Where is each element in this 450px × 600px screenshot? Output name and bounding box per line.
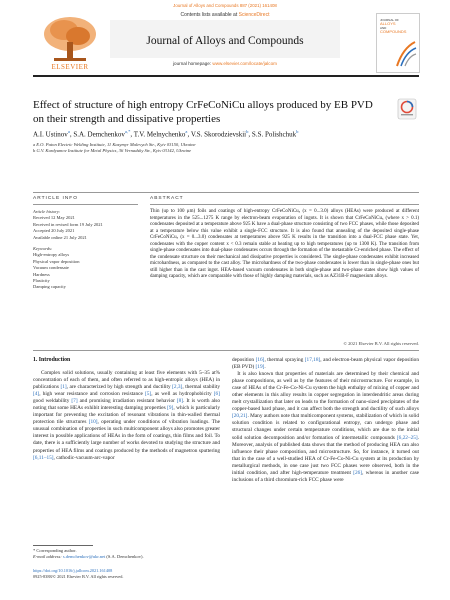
footnote: * Corresponding author. E-mail address: s.demchenkov@ukr.net (S.A. Demchenkov).	[33, 548, 144, 560]
body-text: . Many authors note that multicomponent systems, stabilization of which in solid solution condition is related to configurational entropy, can undergo phase and structural changes under certain temperature conditions, which are due to the initial solid solution decomposition and/or formation of intermetallic compounds	[232, 413, 421, 441]
body-text: , high wear resistance and corrosion resistance	[39, 391, 145, 398]
body-text: , and electron-beam physical vapor deposition (EB PVD)	[232, 357, 421, 371]
contents-prefix: Contents lists available at	[180, 12, 239, 18]
author-name[interactable]: S.A. Demchenkov	[73, 130, 125, 139]
citation-link[interactable]: [26]	[353, 469, 363, 476]
homepage-prefix: journal homepage:	[173, 61, 213, 66]
body-text: , cathodic-vacuum-arc-vapor	[53, 454, 115, 461]
affiliation: b G.V. Kurdyumov Institute for Metal Physics, 36 Vernadsky Str., Kyiv 03142, Ukraine	[33, 148, 192, 154]
body-column-right	[232, 357, 419, 484]
abstract-heading: ABSTRACT	[150, 196, 184, 201]
keyword: Plasticity	[33, 278, 50, 284]
section-rule	[150, 204, 419, 205]
article-history: Article history: Received 12 May 2021 Received in revised form 19 July 2021 Accepted 20 July 2021 Available online 21 July 2021 Keywords: High-entropy alloys Physical vapor deposition Vacuum condensate Hardness Plasticity Damping capacity	[33, 209, 138, 291]
contents-line	[110, 12, 340, 18]
article-info-heading: ARTICLE INFO	[33, 196, 78, 201]
body-text: , thermal spraying	[264, 357, 305, 363]
author-affiliation-mark: a	[185, 129, 188, 134]
check-for-updates-icon[interactable]	[397, 98, 417, 120]
citation-link[interactable]: [7]	[71, 398, 78, 405]
cover-title-line: JOURNAL OF	[380, 18, 399, 22]
citation-link[interactable]: [19]	[255, 364, 265, 371]
body-text: . It is also known that properties of materials are determined by their chemical and phase compositions, as well as by the features of their microstructure. For example, in case of HEAs of the Cr-Fe-Co-Ni-Cu system the high enthalpy of mixing of copper and other elements in this alloy results in copper segregation in interdendritic areas during melt crystallization that later on leads to the formation of nano-sized precipitates of the copper-based hard phase, and it can affect both the strength and ductility of such alloys	[232, 364, 419, 413]
citation-link[interactable]: [8]	[176, 398, 184, 405]
citation-link[interactable]: [6]	[213, 391, 220, 398]
abstract-copyright: © 2021 Elsevier B.V. All rights reserved.	[343, 341, 419, 346]
page-footer	[33, 568, 283, 580]
abstract-text: Thin (up to 100 μm) foils and coatings of high-entropy CrFeCoNiCuₓ (x = 0...3.0) alloys (HEAs) were produced at different temperatures in the 525...1275 K range by electron-beam evaporation of ingots. It is shown that CrFeCoNiCuₓ (where x > 0.1) condensates deposited at a temperature above 925 K have a dual-phase structure consisting of two FCC phases, while those deposited at a temperature below this value exhibit a single-FCC structure. It is also found that annealing of the deposited single-phase CrFeCoNiCuₓ (x = 0...3.0) condensates at temperatures above 925 K results in the transition into a dual-FCC phase state. Yet, condensates with the copper content x < 0.3 remain stable at heating up to high temperatures (up to 1300 K). The transition from single-phase condensates into dual-phase condensates occurs through the formation of the metastable Cr-enriched phase. The effect of the condensate structure on their mechanical and dissipative properties is considered. The single-phase condensates exhibit increased microhardness, as compared to the cast alloy. The microhardness of the two-phase condensates is lower than in single-phase ones but still higher than in the cast ingot. HEA-based vacuum condensates in both single-phase and two-phase states show high values of damping capacity, which are comparable with those of highly damping materials, such as AZ31B-F magnesium alloys.	[150, 209, 419, 280]
section-heading-introduction: 1. Introduction	[33, 357, 71, 363]
body-text: and promising irradiation resistant behavior	[77, 398, 177, 405]
citation-link[interactable]: [1]	[60, 384, 67, 391]
body-text: , which is particularly important for preventing the excitation of resonant vibrations in thin-walled thermal protection tile structures	[33, 405, 220, 426]
body-text: good weldability	[33, 398, 72, 405]
section-rule	[33, 204, 138, 205]
body-text: , thermal stability	[182, 384, 221, 391]
author-affiliation-mark: a,*	[124, 129, 131, 134]
citation-link[interactable]: [16]	[255, 357, 265, 363]
author-affiliation-mark: a	[67, 129, 70, 134]
author-list: A.I. Ustinov$^a$, S.A. Demchenkov$^{a,*}$, T.V. Melnychenko$^a$, V.S. Skorodzievskii$^b$, S.S. Polishchuk$^b$	[33, 129, 299, 139]
keyword: Damping capacity	[33, 284, 66, 290]
body-text: , operating under conditions of vibration loadings. The unusual combination of properties in such multicomponent alloys also promotes greater interest in possible applications of HEAs in the form of coatings, thin films and foil. To date, there is a sufficiently large number of works devoted to studying the structure and properties of HEA films and coatings produced by the methods of magnetron sputtering	[33, 419, 220, 454]
affiliation: a E.O. Paton Electric Welding Institute, 11 Kazymyr Malevych Str., Kyiv 03150, Ukraine	[33, 142, 196, 147]
cover-title-line: ALLOYS	[380, 21, 396, 26]
author-email-link[interactable]: s.demchenkov@ukr.net	[62, 554, 106, 560]
cover-graphic	[395, 38, 417, 68]
citation-link[interactable]: [6,11–15]	[33, 454, 54, 461]
affiliations	[33, 142, 419, 155]
body-column-left	[33, 370, 220, 462]
citation-link[interactable]: [9]	[167, 405, 174, 412]
author-name[interactable]: S.S. Polishchuk	[251, 130, 297, 139]
journal-cover	[376, 13, 420, 73]
body-text: . It is worth also noting that some HEAs exhibit interesting damping properties	[33, 398, 221, 412]
citation-link[interactable]: [20,21]	[232, 413, 248, 420]
citation-link[interactable]: [2,3]	[172, 384, 183, 391]
keyword: Hardness	[33, 271, 50, 277]
body-text: deposition	[232, 357, 256, 363]
header-rule	[33, 75, 419, 77]
publisher-name: ELSEVIER	[51, 63, 89, 71]
citation-link[interactable]: [5]	[145, 391, 152, 398]
rights-line: 0925-8388/© 2021 Elsevier B.V. All rights reserved.	[33, 574, 124, 579]
body-text: , whereas in another case inclusions of a third chromium-rich FCC phase were	[232, 469, 421, 483]
footnote-rule	[33, 545, 93, 546]
author-name[interactable]: T.V. Melnychenko	[133, 130, 186, 139]
journal-name: Journal of Alloys and Compounds	[146, 35, 304, 47]
citation-link[interactable]: [4]	[33, 391, 40, 398]
author-affiliation-mark: b	[246, 129, 249, 134]
article-title: Effect of structure of high entropy CrFeCoNiCu alloys produced by EB PVD on their strength and dissipative properties	[33, 99, 373, 125]
sciencedirect-link[interactable]: ScienceDirect	[238, 12, 270, 18]
journal-homepage	[110, 61, 340, 66]
elsevier-tree-logo	[34, 14, 106, 66]
journal-citation: Journal of Alloys and Compounds 887 (2021) 161408	[173, 3, 277, 8]
keyword: Physical vapor deposition	[33, 258, 80, 264]
body-text: Complex solid solutions, usually containing at least five elements with 5–35 at% concentration of each of them, and often referred to as high-entropic alloys (HEA) in publications	[33, 370, 220, 391]
citation-link[interactable]: [6,22–25]	[396, 434, 418, 441]
body-text: . Moreover, analysis of published data shows that the method of producing HEA can also influence their phase composition, and microstructure. So, for instance, it turned out that in the case of a well-studied HEA of Cr-Fe-Co-Ni-Cu system at its production by metallurgical methods, in one case just two FCC phases were observed, both in the initial condition, and after high-temperature treatment	[232, 434, 421, 476]
author-name[interactable]: A.I. Ustinov	[33, 130, 68, 139]
keyword: Vacuum condensate	[33, 265, 69, 271]
cover-title-line: AND	[380, 26, 387, 30]
citation-link[interactable]: [17,18]	[304, 357, 321, 363]
homepage-link[interactable]: www.elsevier.com/locate/jalcom	[212, 61, 277, 66]
cover-title-line: COMPOUNDS	[380, 29, 407, 34]
body-text: , as well as hydrophobicity	[151, 391, 214, 398]
section-rule	[33, 192, 419, 193]
doi-link[interactable]: https://doi.org/10.1016/j.jallcom.2021.161408	[33, 568, 113, 573]
citation-link[interactable]: [10]	[88, 419, 98, 426]
author-name[interactable]: V.S. Skorodzievskii	[190, 130, 247, 139]
body-text: , are characterized by high strength and ductility	[66, 384, 173, 391]
keyword: High-entropy alloys	[33, 252, 70, 258]
author-affiliation-mark: b	[296, 129, 299, 134]
section-rule	[33, 350, 419, 351]
